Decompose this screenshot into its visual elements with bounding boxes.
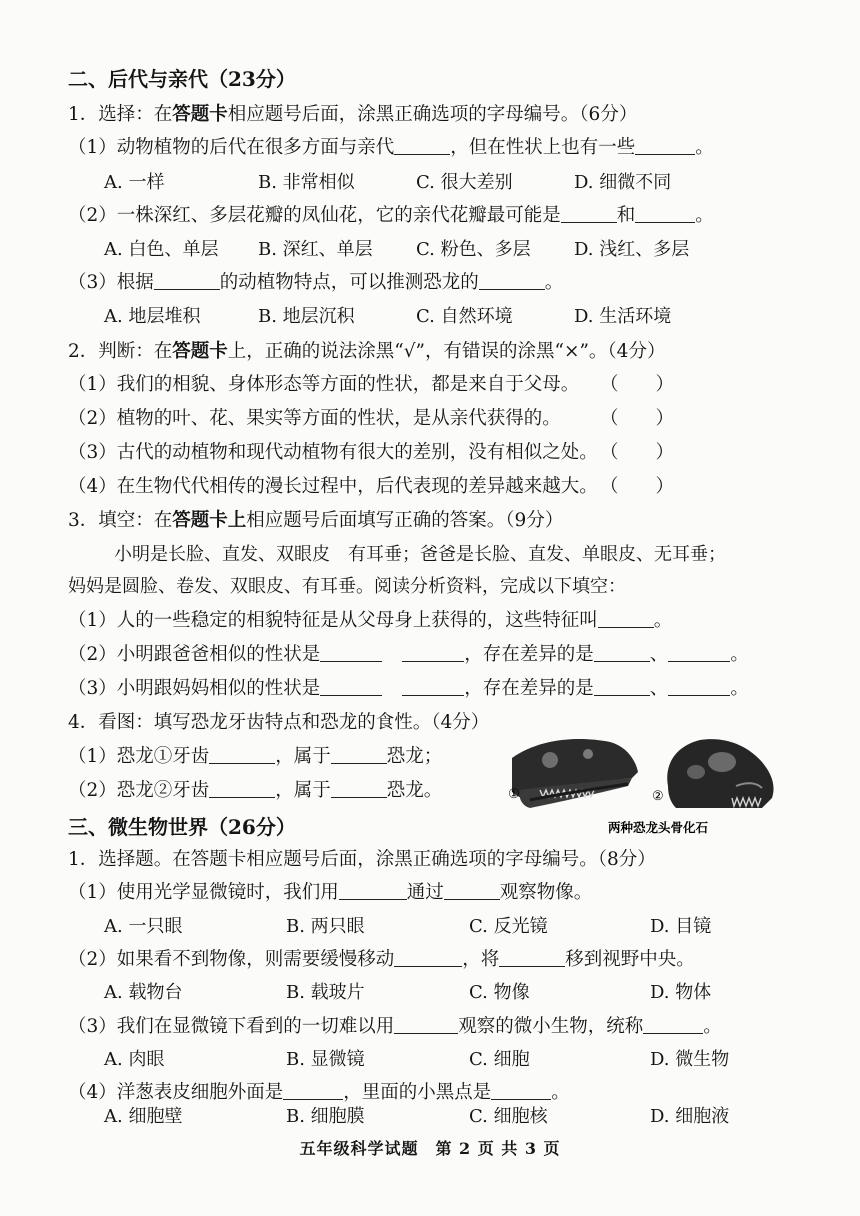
s2-q1-item2: （2）一株深红、多层花瓣的凤仙花，它的亲代花瓣最可能是 和 。	[68, 199, 770, 233]
section3-title: 三、微生物世界（26分）	[68, 815, 296, 839]
s2-q3-item2: （2）小明跟爸爸相似的性状是 ，存在差异的是 、 。	[68, 638, 770, 672]
s2-q1-item3-options: A. 地层堆积 B. 地层沉积 C. 自然环境 D. 生活环境	[104, 306, 672, 327]
answer-paren: （ ）	[599, 408, 674, 429]
s2-q1-item2-options: A. 白色、单层 B. 深红、单层 C. 粉色、多层 D. 浅红、多层	[104, 239, 690, 260]
s3-q1-item1: （1）使用光学显微镜时，我们用 通过 观察物像。	[68, 876, 770, 910]
s3-q1-item4: （4）洋葱表皮细胞外面是 ，里面的小黑点是 。	[68, 1076, 770, 1110]
fig-caption: 两种恐龙头骨化石	[608, 820, 709, 835]
s2-q2-item4: （4）在生物代代相传的漫长过程中，后代表现的差异越来越大。 （ ）	[68, 470, 770, 504]
s2-q3-material-line1: 小明是长脸、直发、双眼皮 有耳垂；爸爸是长脸、直发、单眼皮、无耳垂；	[114, 544, 726, 565]
s2-q4-item1: （1）恐龙①牙齿 ，属于 恐龙；	[68, 740, 442, 774]
dinosaur-skull-1-icon	[512, 739, 638, 808]
s2-q2-stem: 2．判断：在答题卡上，正确的说法涂黑“√”，有错误的涂黑“×”。（4分）	[68, 341, 666, 362]
page-footer: 五年级科学试题 第 2 页 共 3 页	[299, 1139, 561, 1158]
s2-q1-item3: （3）根据 的动植物特点，可以推测恐龙的 。	[68, 266, 770, 300]
fig-label-2: ②	[652, 789, 664, 804]
s2-q1-stem: 1．选择：在答题卡相应题号后面，涂黑正确选项的字母编号。（6分）	[68, 104, 638, 125]
s2-q1-item1: （1）动物植物的后代在很多方面与亲代 ，但在性状上也有一些 。	[68, 131, 770, 165]
s3-q1-item3: （3）我们在显微镜下看到的一切难以用 观察的微小生物，统称 。	[68, 1010, 770, 1044]
s2-q2-item3: （3）古代的动植物和现代动植物有很大的差别，没有相似之处。 （ ）	[68, 436, 770, 470]
s3-q1-item2: （2）如果看不到物像，则需要缓慢移动 ，将 移到视野中央。	[68, 943, 770, 977]
s2-q4-stem: 4．看图：填写恐龙牙齿特点和恐龙的食性。（4分）	[68, 712, 490, 733]
s2-q1-item1-options: A. 一样 B. 非常相似 C. 很大差别 D. 细微不同	[104, 172, 672, 193]
answer-paren: （ ）	[599, 476, 674, 497]
s2-q3-item1: （1）人的一些稳定的相貌特征是从父母身上获得的，这些特征叫 。	[68, 604, 770, 638]
answer-paren: （ ）	[599, 374, 674, 395]
s2-q3-item3: （3）小明跟妈妈相似的性状是 ，存在差异的是 、 。	[68, 672, 770, 706]
section2-title: 二、后代与亲代（23分）	[68, 67, 296, 91]
s2-q3-stem: 3．填空：在答题卡上相应题号后面填写正确的答案。（9分）	[68, 510, 564, 531]
s3-q1-item1-options: A. 一只眼 B. 两只眼 C. 反光镜 D. 目镜	[104, 916, 712, 937]
s2-q2-item1: （1）我们的相貌、身体形态等方面的性状，都是来自于父母。 （ ）	[68, 368, 770, 402]
s3-q1-item2-options: A. 载物台 B. 载玻片 C. 物像 D. 物体	[104, 982, 712, 1003]
s2-q2-item2: （2）植物的叶、花、果实等方面的性状，是从亲代获得的。 （ ）	[68, 402, 770, 436]
fig-label-1: ①	[508, 787, 520, 802]
s3-q1-item3-options: A. 肉眼 B. 显微镜 C. 细胞 D. 微生物	[104, 1049, 730, 1070]
s2-q3-material-line2: 妈妈是圆脸、卷发、双眼皮、有耳垂。阅读分析资料，完成以下填空：	[68, 576, 626, 597]
s3-q1-stem: 1．选择题。在答题卡相应题号后面，涂黑正确选项的字母编号。（8分）	[68, 849, 656, 870]
answer-paren: （ ）	[599, 442, 674, 463]
s2-q4-item2: （2）恐龙②牙齿 ，属于 恐龙。	[68, 774, 442, 808]
s3-q1-item4-options: A. 细胞壁 B. 细胞膜 C. 细胞核 D. 细胞液	[104, 1106, 730, 1127]
dinosaur-skull-2-icon	[667, 739, 773, 808]
